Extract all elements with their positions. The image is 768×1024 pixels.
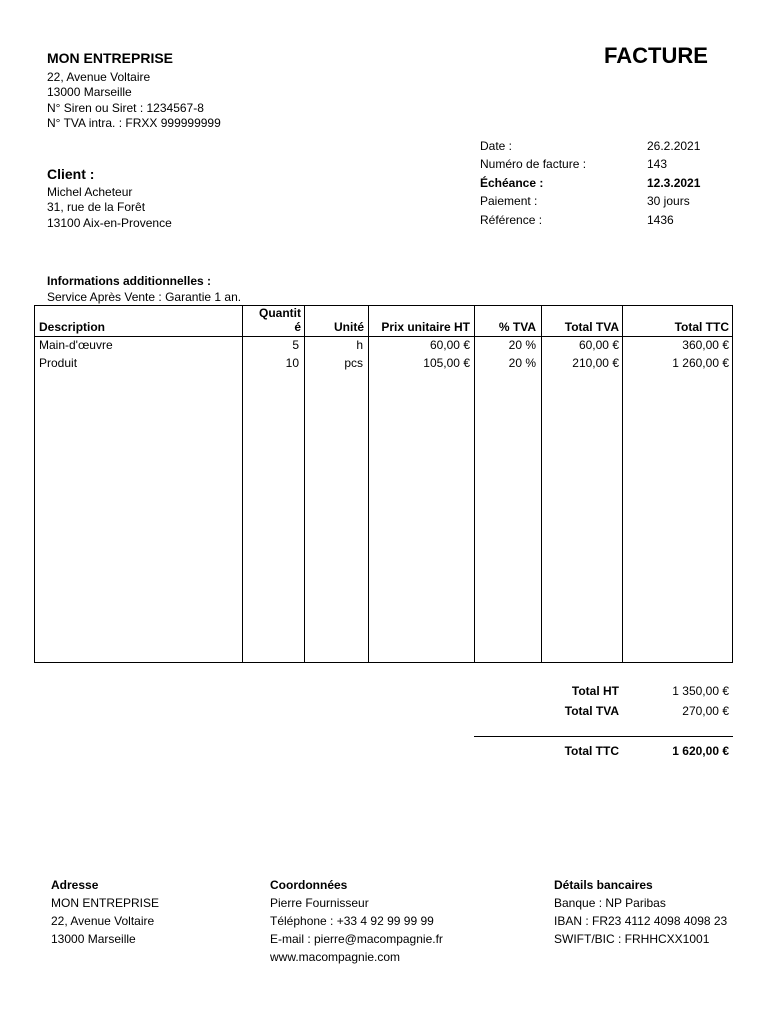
footer-address-line3: 13000 Marseille — [51, 932, 136, 946]
footer-contact-website: www.macompagnie.com — [270, 950, 401, 964]
footer-address-line2: 22, Avenue Voltaire — [51, 914, 155, 928]
footer-contact-email: E-mail : pierre@macompagnie.fr — [270, 932, 443, 946]
cell-total-vat: 210,00 € — [572, 356, 619, 370]
company-address-line2: 13000 Marseille — [47, 85, 132, 99]
cell-description: Produit — [39, 356, 78, 370]
additional-info-text: Service Après Vente : Garantie 1 an. — [47, 290, 242, 304]
footer-address-title: Adresse — [51, 878, 99, 892]
cell-unit-price: 60,00 € — [429, 338, 470, 352]
footer-contact-title: Coordonnées — [270, 878, 348, 892]
invoice-number-value: 143 — [647, 157, 668, 171]
cell-vat-percent: 20 % — [508, 338, 536, 352]
due-date-value: 12.3.2021 — [647, 176, 701, 190]
client-address-line2: 13100 Aix-en-Provence — [47, 216, 172, 230]
header-total-ttc: Total TTC — [674, 320, 729, 334]
reference-value: 1436 — [647, 213, 674, 227]
cell-quantity: 10 — [285, 356, 299, 370]
cell-total-ttc: 1 260,00 € — [672, 356, 729, 370]
footer-bank-name: Banque : NP Paribas — [554, 896, 666, 910]
payment-label: Paiement : — [480, 194, 538, 208]
invoice-number-label: Numéro de facture : — [480, 157, 587, 171]
company-vat-number: N° TVA intra. : FRXX 999999999 — [47, 116, 221, 130]
header-quantity-line2: é — [294, 320, 301, 334]
footer-address-line1: MON ENTREPRISE — [51, 896, 160, 910]
company-name: MON ENTREPRISE — [47, 50, 174, 66]
reference-label: Référence : — [480, 213, 543, 227]
document-title: FACTURE — [604, 43, 708, 68]
footer-bank-swift: SWIFT/BIC : FRHHCXX1001 — [554, 932, 710, 946]
cell-vat-percent: 20 % — [508, 356, 536, 370]
due-date-label: Échéance : — [480, 176, 544, 190]
header-unit: Unité — [334, 320, 364, 334]
client-address-line1: 31, rue de la Forêt — [47, 200, 146, 214]
cell-unit-price: 105,00 € — [423, 356, 470, 370]
total-tva-label: Total TVA — [564, 704, 619, 718]
additional-info-title: Informations additionnelles : — [47, 274, 212, 288]
company-address-line1: 22, Avenue Voltaire — [47, 70, 151, 84]
client-title: Client : — [47, 166, 95, 182]
items-table — [34, 305, 733, 663]
date-label: Date : — [480, 139, 513, 153]
footer-contact-name: Pierre Fournisseur — [270, 896, 369, 910]
header-description: Description — [39, 320, 106, 334]
cell-description: Main-d'œuvre — [39, 338, 113, 352]
header-quantity-line1: Quantit — [259, 306, 301, 320]
total-ttc-value: 1 620,00 € — [672, 744, 729, 758]
totals-divider — [474, 736, 733, 737]
header-total-vat: Total TVA — [564, 320, 619, 334]
footer-bank-title: Détails bancaires — [554, 878, 653, 892]
cell-unit: pcs — [344, 356, 363, 370]
header-unit-price: Prix unitaire HT — [381, 320, 470, 334]
total-ttc-label: Total TTC — [564, 744, 619, 758]
payment-value: 30 jours — [647, 194, 690, 208]
cell-quantity: 5 — [292, 338, 299, 352]
total-ht-value: 1 350,00 € — [672, 684, 729, 698]
client-name: Michel Acheteur — [47, 185, 133, 199]
cell-total-vat: 60,00 € — [578, 338, 619, 352]
total-tva-value: 270,00 € — [682, 704, 729, 718]
header-vat-percent: % TVA — [498, 320, 536, 334]
company-siren: N° Siren ou Siret : 1234567-8 — [47, 101, 204, 115]
footer-contact-phone: Téléphone : +33 4 92 99 99 99 — [270, 914, 434, 928]
cell-total-ttc: 360,00 € — [682, 338, 729, 352]
date-value: 26.2.2021 — [647, 139, 701, 153]
total-ht-label: Total HT — [571, 684, 619, 698]
header-divider — [35, 336, 732, 337]
cell-unit: h — [356, 338, 363, 352]
footer-bank-iban: IBAN : FR23 4112 4098 4098 23 — [554, 914, 728, 928]
